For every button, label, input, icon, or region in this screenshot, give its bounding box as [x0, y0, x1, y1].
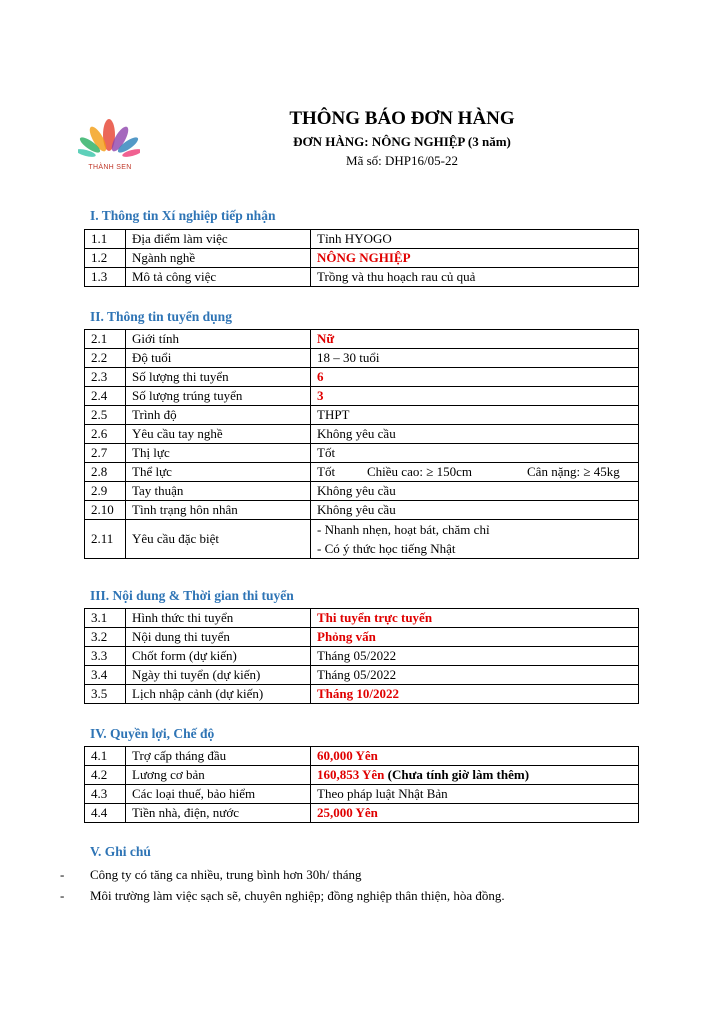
row-number: 2.3	[85, 368, 126, 387]
row-number: 4.1	[85, 747, 126, 766]
row-value	[311, 766, 639, 785]
page-title: THÔNG BÁO ĐƠN HÀNG	[289, 108, 515, 129]
row-label: Các loại thuế, bảo hiểm	[126, 785, 311, 804]
row-number: 4.4	[85, 804, 126, 823]
row-label: Tiền nhà, điện, nước	[126, 804, 311, 823]
special-req-1: - Nhanh nhẹn, hoạt bát, chăm chỉ	[317, 522, 490, 537]
row-number: 4.3	[85, 785, 126, 804]
table-row	[85, 230, 639, 249]
table-row	[85, 349, 639, 368]
table-row	[85, 444, 639, 463]
section-4-title: IV. Quyền lợi, Chế độ	[90, 726, 215, 741]
row-number: 3.4	[85, 666, 126, 685]
row-value: Tháng 05/2022	[311, 666, 639, 685]
table-row	[85, 804, 639, 823]
row-value: Phỏng vấn	[311, 628, 639, 647]
row-number: 2.11	[85, 520, 126, 559]
row-number: 3.5	[85, 685, 126, 704]
fitness-value: Tốt	[317, 464, 336, 479]
section-5-title: V. Ghi chú	[90, 844, 151, 859]
row-value: 3	[311, 387, 639, 406]
row-label: Lương cơ bản	[126, 766, 311, 785]
row-number: 2.2	[85, 349, 126, 368]
table-row	[85, 387, 639, 406]
row-value: Không yêu cầu	[311, 425, 639, 444]
row-label: Tay thuận	[126, 482, 311, 501]
list-item: - Công ty có tăng ca nhiều, trung bình hơn 30h/ tháng	[60, 867, 362, 882]
table-row	[85, 685, 639, 704]
row-value: Nữ	[311, 330, 639, 349]
salary-note: (Chưa tính giờ làm thêm)	[387, 767, 530, 782]
row-number: 4.2	[85, 766, 126, 785]
row-value: NÔNG NGHIỆP	[311, 249, 639, 268]
row-value: Tốt	[311, 444, 639, 463]
row-label: Số lượng trúng tuyển	[126, 387, 311, 406]
row-value: Không yêu cầu	[311, 482, 639, 501]
table-row	[85, 609, 639, 628]
row-label: Địa điểm làm việc	[126, 230, 311, 249]
row-value: Theo pháp luật Nhật Bản	[311, 785, 639, 804]
note-text: Công ty có tăng ca nhiều, trung bình hơn 30h/ tháng	[90, 867, 362, 882]
row-value: Tháng 10/2022	[311, 685, 639, 704]
logo-text: THÀNH SEN	[88, 164, 132, 171]
row-label: Thị lực	[126, 444, 311, 463]
row-value: THPT	[311, 406, 639, 425]
page-subtitle: ĐƠN HÀNG: NÔNG NGHIỆP (3 năm)	[293, 134, 511, 149]
table-row	[85, 766, 639, 785]
row-value: Không yêu cầu	[311, 501, 639, 520]
list-item: - Môi trường làm việc sạch sẽ, chuyên nghiệp; đồng nghiệp thân thiện, hòa đồng.	[60, 888, 505, 903]
table-row	[85, 406, 639, 425]
table-row	[85, 647, 639, 666]
table-row	[85, 785, 639, 804]
row-number: 1.2	[85, 249, 126, 268]
row-label: Số lượng thi tuyển	[126, 368, 311, 387]
row-label: Trợ cấp tháng đầu	[126, 747, 311, 766]
row-label: Ngày thi tuyển (dự kiến)	[126, 666, 311, 685]
salary-value: 160,853 Yên	[317, 767, 385, 782]
section-2-table	[84, 329, 639, 559]
table-row	[85, 463, 639, 482]
row-value	[311, 463, 639, 482]
row-label: Độ tuổi	[126, 349, 311, 368]
row-number: 2.7	[85, 444, 126, 463]
row-label: Chốt form (dự kiến)	[126, 647, 311, 666]
row-label: Thể lực	[126, 463, 311, 482]
table-row	[85, 520, 639, 559]
row-value: Thi tuyển trực tuyến	[311, 609, 639, 628]
section-2-title: II. Thông tin tuyển dụng	[90, 309, 232, 324]
weight-requirement: Cân nặng: ≥ 45kg	[527, 464, 620, 479]
row-label: Tình trạng hôn nhân	[126, 501, 311, 520]
row-value: Tháng 05/2022	[311, 647, 639, 666]
row-value: Trồng và thu hoạch rau củ quả	[311, 268, 639, 287]
row-number: 2.1	[85, 330, 126, 349]
table-row	[85, 628, 639, 647]
note-text: Môi trường làm việc sạch sẽ, chuyên nghiệp; đồng nghiệp thân thiện, hòa đồng.	[90, 888, 505, 903]
section-1-table	[84, 229, 639, 287]
row-label: Yêu cầu tay nghề	[126, 425, 311, 444]
table-row	[85, 368, 639, 387]
row-value: 18 – 30 tuổi	[311, 349, 639, 368]
section-3-title: III. Nội dung & Thời gian thi tuyển	[90, 588, 294, 603]
special-req-2: - Có ý thức học tiếng Nhật	[317, 541, 456, 556]
row-number: 1.3	[85, 268, 126, 287]
notes-list	[60, 864, 505, 906]
row-number: 3.3	[85, 647, 126, 666]
row-label: Nội dung thi tuyển	[126, 628, 311, 647]
order-code: Mã số: DHP16/05-22	[346, 153, 458, 168]
row-label: Giới tính	[126, 330, 311, 349]
table-row	[85, 249, 639, 268]
section-3-table	[84, 608, 639, 704]
table-row	[85, 501, 639, 520]
row-label: Ngành nghề	[126, 249, 311, 268]
row-number: 2.9	[85, 482, 126, 501]
row-label: Mô tả công việc	[126, 268, 311, 287]
table-row	[85, 666, 639, 685]
row-number: 1.1	[85, 230, 126, 249]
row-number: 3.1	[85, 609, 126, 628]
row-number: 2.8	[85, 463, 126, 482]
row-number: 2.5	[85, 406, 126, 425]
section-1-title: I. Thông tin Xí nghiệp tiếp nhận	[90, 208, 276, 223]
row-label: Hình thức thi tuyển	[126, 609, 311, 628]
row-value: 6	[311, 368, 639, 387]
table-row	[85, 425, 639, 444]
row-value: 60,000 Yên	[311, 747, 639, 766]
row-number: 2.4	[85, 387, 126, 406]
table-row	[85, 268, 639, 287]
row-number: 2.6	[85, 425, 126, 444]
row-number: 3.2	[85, 628, 126, 647]
row-label: Lịch nhập cảnh (dự kiến)	[126, 685, 311, 704]
height-requirement: Chiều cao: ≥ 150cm	[367, 464, 472, 479]
section-4-table	[84, 746, 639, 823]
row-label: Yêu cầu đặc biệt	[126, 520, 311, 559]
row-value: 25,000 Yên	[311, 804, 639, 823]
row-value	[311, 520, 639, 559]
table-row	[85, 747, 639, 766]
row-value: Tỉnh HYOGO	[311, 230, 639, 249]
table-row	[85, 482, 639, 501]
row-number: 2.10	[85, 501, 126, 520]
table-row	[85, 330, 639, 349]
row-label: Trình độ	[126, 406, 311, 425]
